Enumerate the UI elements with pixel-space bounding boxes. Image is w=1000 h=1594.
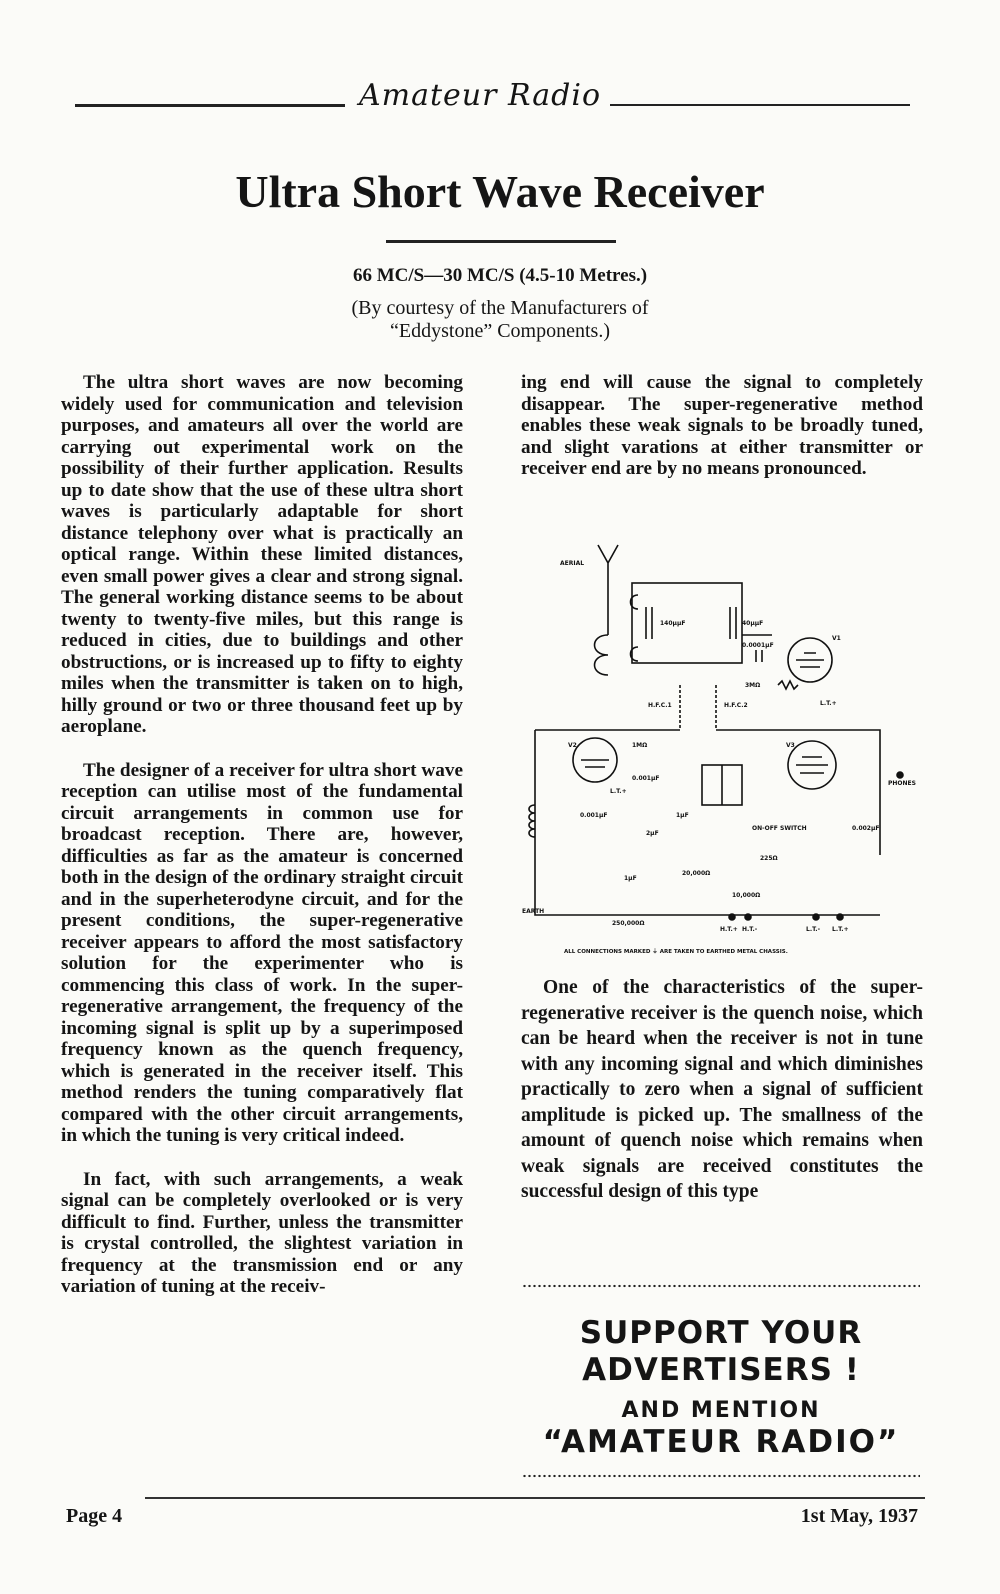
paragraph: One of the characteristics of the super-regenerative receiver is the quench noise, which can be heard when the receiver is not in tune with any incoming signal and which diminishes practically to zero when a signal of sufficient amplitude is picked up. The smallness of the amount of quench noise which remains when weak signals are received constitutes the successful design of this type xyxy=(521,977,923,1202)
page-number: Page 4 xyxy=(66,1505,123,1527)
label-res-225: 225Ω xyxy=(760,855,778,862)
masthead-rule-right xyxy=(610,104,910,106)
masthead xyxy=(75,78,910,128)
capacitor-40 xyxy=(730,607,736,639)
advert-border-bottom xyxy=(522,1474,920,1478)
valve-v1-icon xyxy=(788,638,832,682)
label-lt-plus-b: L.T.+ xyxy=(610,788,627,795)
advert-border-top xyxy=(522,1284,920,1288)
capacitor-140 xyxy=(646,607,652,639)
masthead-rule-left xyxy=(75,104,345,107)
article-title: Ultra Short Wave Receiver xyxy=(235,166,765,217)
label-v3: V3 xyxy=(786,742,795,749)
advert-line-3: AND MENTION xyxy=(621,1398,821,1423)
courtesy-line-1: (By courtesy of the Manufacturers of xyxy=(351,297,649,319)
reaction-coil xyxy=(529,805,535,837)
label-cap-2: 2μF xyxy=(646,830,659,837)
circuit-caption: ALL CONNECTIONS MARKED ⏚ ARE TAKEN TO EARTHED METAL CHASSIS. xyxy=(564,949,788,955)
label-res-1meg: 1MΩ xyxy=(632,742,648,749)
footer-rule xyxy=(145,1497,925,1499)
advert-line-2: ADVERTISERS ! xyxy=(582,1352,860,1388)
right-column-top xyxy=(521,372,923,502)
resistor-3meg xyxy=(778,681,798,689)
right-column-bottom xyxy=(521,975,923,1227)
paragraph: ing end will cause the signal to completely disappear. The super-regenerative method enables these weak signals to be broadly tuned, and slight varations at either transmitter or receiver end are by no means pronounced. xyxy=(521,372,923,479)
label-cap-40: 40μμF xyxy=(742,620,764,627)
label-hfc2: H.F.C.2 xyxy=(724,702,748,709)
phones-terminal xyxy=(897,772,903,778)
label-cap-140: 140μμF xyxy=(660,620,686,627)
label-res-10000: 10,000Ω xyxy=(732,892,761,899)
paragraph: In fact, with such arrangements, a weak signal can be completely overlooked or is very difficult to find. Further, unless the transmitter is crystal controlled, the slightest variation in frequency at the transmission end or any variation of tuning at the receiv- xyxy=(61,1168,463,1297)
label-lt-plus-c: L.T.+ xyxy=(832,926,849,933)
label-lt-minus: L.T.- xyxy=(806,926,821,933)
paragraph: The ultra short waves are now becoming widely used for communication and television purposes, and amateurs all over the world are carrying out experimental work on the possibility of their further application. Results up to date show that the use of these ultra short waves is particularly adaptable for short distance telephony over what is practically an optical range. Within these limited distances, even small power gives a clear and strong signal. The general working distance seems to be about twenty to twenty-five miles, but this range is reduced in cities, due to buildings and other obstructions, or is increased up to fifty to eighty miles when the transmitter is taken on to high, hilly ground or two or three thousand feet up by aeroplane. xyxy=(61,372,463,737)
courtesy-line-2: “Eddystone” Components.) xyxy=(390,320,610,342)
label-v2: V2 xyxy=(568,742,577,749)
aerial-icon xyxy=(598,545,618,635)
advert-line-4: “AMATEUR RADIO” xyxy=(542,1424,900,1460)
label-cap-0001c: 0.001μF xyxy=(580,812,608,819)
label-cap-1a: 1μF xyxy=(676,812,689,819)
label-earth: EARTH xyxy=(522,908,545,915)
paragraph: The designer of a receiver for ultra short wave reception can utilise most of the fundamental circuit arrangements in common use for broadcast reception. There are, however, difficulties as far as the amateur is concerned both in the design of the ordinary straight circuit and in the superheterodyne circuit, and for the present conditions, the super-regenerative receiver appears to afford the most satisfactory solution for the experimenter who is commencing this class of work. In the super-regenerative arrangement, the frequency of the incoming signal is split up by a superimposed frequency known as the quench frequency, which is generated in the receiver itself. This method renders the tuning comparatively flat compared with the other circuit arrangements, in which the tuning is very critical indeed. xyxy=(61,759,463,1146)
label-ht-plus: H.T.+ xyxy=(720,926,738,933)
label-res-250000: 250,000Ω xyxy=(612,920,645,927)
label-lt-plus-a: L.T.+ xyxy=(820,700,837,707)
valve-v2-icon xyxy=(573,738,617,782)
label-res-3meg: 3MΩ xyxy=(745,682,761,689)
article-subtitle: 66 MC/S—30 MC/S (4.5-10 Metres.) xyxy=(352,265,648,286)
label-res-20000: 20,000Ω xyxy=(682,870,711,877)
circuit-diagram xyxy=(520,535,930,970)
courtesy-note xyxy=(0,297,1000,343)
title-divider xyxy=(386,240,616,243)
main-wiring xyxy=(535,730,880,915)
label-v1: V1 xyxy=(832,635,841,642)
label-cap-0001b: 0.001μF xyxy=(632,775,660,782)
label-switch: ON-OFF SWITCH xyxy=(752,825,807,832)
aerial-coil xyxy=(595,635,609,675)
transformer-icon xyxy=(702,765,742,805)
label-hfc1: H.F.C.1 xyxy=(648,702,672,709)
label-cap-1b: 1μF xyxy=(624,875,637,882)
issue-date: 1st May, 1937 xyxy=(800,1505,918,1527)
label-phones: PHONES xyxy=(888,780,916,787)
label-cap-0001a: 0.0001μF xyxy=(742,642,774,649)
tuning-coil-frame xyxy=(632,583,742,663)
hf-chokes xyxy=(680,685,716,730)
advert-line-1: SUPPORT YOUR xyxy=(579,1315,863,1351)
masthead-title: Amateur Radio xyxy=(358,78,602,113)
label-cap-002: 0.002μF xyxy=(852,825,880,832)
label-ht-minus: H.T.- xyxy=(742,926,758,933)
valve-v3-icon xyxy=(788,741,836,789)
aerial-label: AERIAL xyxy=(560,560,585,567)
left-column xyxy=(61,372,463,1320)
